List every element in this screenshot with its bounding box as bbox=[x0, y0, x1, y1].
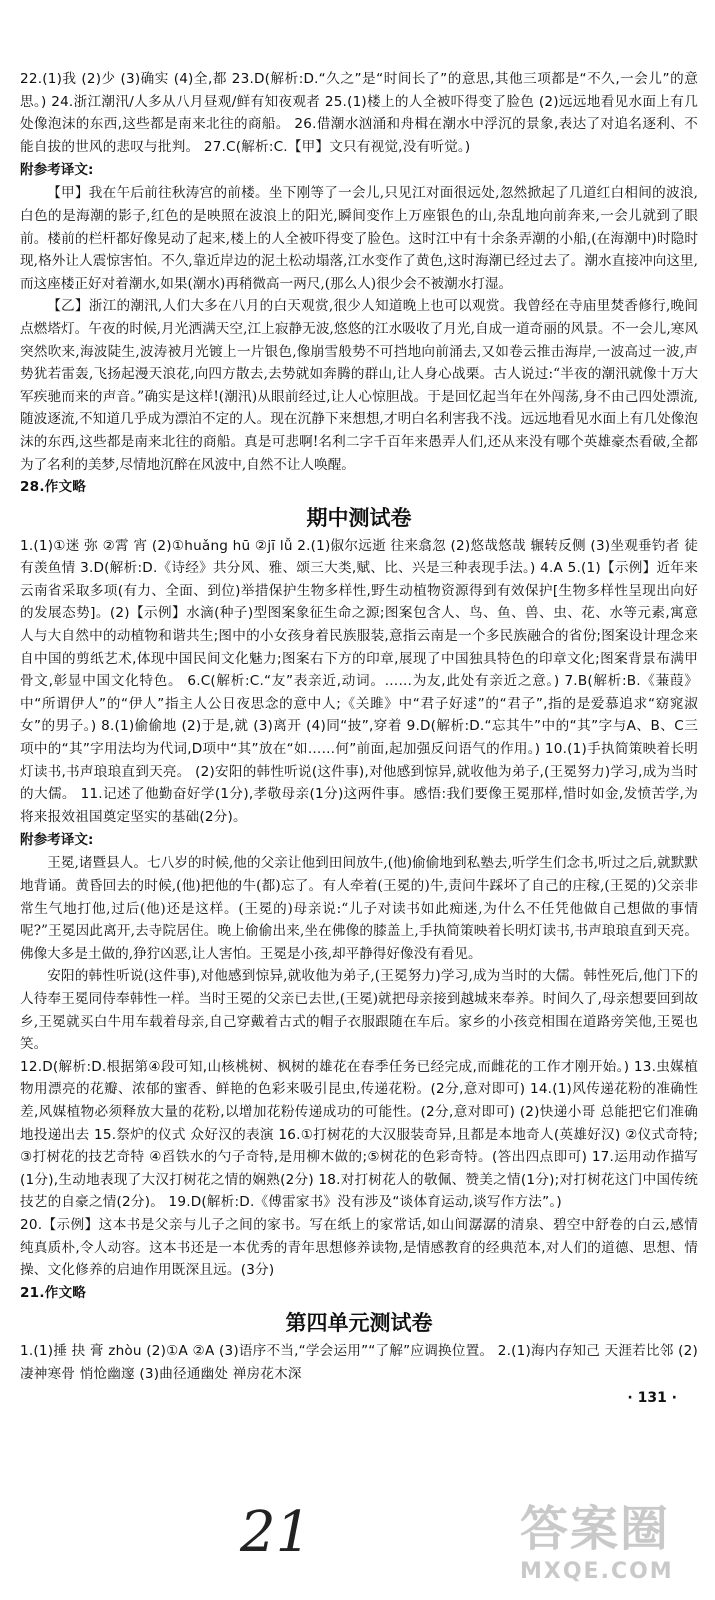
watermark-url: MXQE.COM bbox=[520, 1559, 674, 1584]
section1-q28: 28.作文略 bbox=[20, 479, 87, 496]
page-number: · 131 · bbox=[627, 1390, 677, 1406]
midterm-translation-1: 王冕,诸暨县人。七八岁的时候,他的父亲让他到田间放牛,(他)偷偷地到私塾去,听学生们念书,听过之后,就默默地背诵。黄昏回去的时候,(他)把他的牛(都)忘了。有人牵着(王冕的)牛,责问牛踩坏了自己的庄稼,(王冕的)父亲非常生气地打他,过后(他)还是这样。(王冕的)母亲说:“儿子对读书如此痴迷,为什么不任凭他做自己想做的事情呢?”王冕因此离开,去寺院居住。晚上偷偷出来,坐在佛像的膝盖上,手执简策映着长明灯读书,书声琅琅直到天亮。佛像大多是土做的,狰狞凶恶,让人害怕。王冕是小孩,却平静得好像没有看见。 bbox=[20, 855, 698, 962]
midterm-answers-2: 12.D(解析:D.根据第④段可知,山核桃树、枫树的雄花在春季任务已经完成,而雌花的工作才刚开始。) 13.虫媒植物用漂亮的花瓣、浓郁的蜜香、鲜艳的色彩来吸引昆虫,传递花粉。(2分,意对即可) 14.(1)风传递花粉的准确性差,风媒植物必须释放大量的花粉,以增加花粉传递成功的可能性。(2分,意对即可) (2)快递小哥 总能把它们准确地投递出去 15.祭炉的仪式 众好汉的表演 16.①打树花的大汉服装奇异,且都是本地奇人(英雄好汉) ②仪式奇特;③打树花的技艺奇特 ④舀铁水的勺子奇特,是用柳木做的;⑤树花的色彩奇特。(答出四点即可) 17.运用动作描写(1分),生动地表现了大汉打树花之情的娴熟(2分) 18.对打树花人的敬佩、赞美之情(1分);对打树花这门中国传统技艺的自豪之情(2分)。 19.D(解析:D.《傅雷家书》没有涉及“谈体育运动,谈写作方法”。) bbox=[20, 1058, 698, 1211]
midterm-title: 期中测试卷 bbox=[306, 505, 412, 530]
section1-translation-jia: 【甲】我在午后前往秋涛宫的前楼。坐下刚等了一会儿,只见江对面很远处,忽然掀起了几道红白相间的波浪,白色的是海潮的影子,红色的是映照在波浪上的阳光,瞬间变作上万座银色的山,杂乱地向前奔来,一会儿就到了眼前。楼前的栏杆都好像晃动了起来,楼上的人全被吓得变了脸色。这时江中有十余条弄潮的小船,(在海潮中)时隐时现,格外让人震惊害怕。不久,靠近岸边的泥土松动塌落,江水变作了黄色,这时海潮已经过去了。潮水直接冲向这里,而这座楼正好对着潮水,如果(潮水)再稍微高一两尺,(那么人)很少会不被潮水打湿。 bbox=[20, 185, 698, 292]
section1-ref-label: 附参考译文: bbox=[20, 162, 94, 179]
unit4-answers: 1.(1)捶 抉 膏 zhòu (2)①A ②A (3)语序不当,“学会运用”“了解”应调换位置。 2.(1)海内存知己 天涯若比邻 (2)凄神寒骨 悄怆幽邃 (3)曲径通幽处 禅房花木深 bbox=[20, 1343, 698, 1382]
handwritten-number: 21 bbox=[240, 1500, 312, 1565]
midterm-answers-1: 1.(1)①迷 弥 ②霄 宵 (2)①huǎng hū ②jī lǚ 2.(1)俶尔远逝 往来翕忽 (2)悠哉悠哉 辗转反侧 (3)坐观垂钓者 徒有羡鱼情 3.D(解析:D.《诗经》共分风、雅、颂三大类,赋、比、兴是三种表现手法。) 4.A 5.(1)【示例】近年来云南省采取多项(有力、全面、到位)举措保护生物多样性,野生动植物资源得到有效保护[生物多样性呈现出向好的发展态势]。(2)【示例】水滴(种子)型图案象征生命之源;图案包含人、鸟、鱼、兽、虫、花、水等元素,寓意人与大自然中的动植物和谐共生;图中的小女孩身着民族服装,意指云南是一个多民族融合的省份;图案设计理念来自中国的剪纸艺术,体现中国民间文化魅力;图案右下方的印章,展现了中国独具特色的印章文化;图案背景布满甲骨文,彰显中国文化特色。 6.C(解析:C.“友”表亲近,动词。……为友,此处有亲近之意。) 7.B(解析:B.《蒹葭》中“所谓伊人”的“伊人”指主人公日夜思念的意中人;《关雎》中“君子好逑”的“君子”,指的是爱慕追求“窈窕淑女”的男子。) 8.(1)偷偷地 (2)于是,就 (3)离开 (4)同“披”,穿着 9.D(解析:D.“忘其牛”中的“其”字与A、B、C三项中的“其”字用法均为代词,D项中“其”放在“如……何”前面,起加强反问语气的作用。) 10.(1)手执简策映着长明灯读书,书声琅琅直到天亮。 (2)安阳的韩性听说(这件事),对他感到惊异,就收他为弟子,(王冕努力)学习,成为当时的大儒。 11.记述了他勤奋好学(1分),孝敬母亲(1分)这两件事。感悟:我们要像王冕那样,惜时如金,发愤苦学,为将来报效祖国奠定坚实的基础(2分)。 bbox=[20, 537, 698, 825]
section1-answers: 22.(1)我 (2)少 (3)确实 (4)全,都 23.D(解析:D.“久之”是“时间长了”的意思,其他三项都是“不久,一会儿”的意思。) 24.浙江潮汛/人多从八月昼观/鲜有知夜观者 25.(1)楼上的人全被吓得变了脸色 (2)远远地看见水面上有几处像泡沫的东西,这些都是南来北往的商船。 26.借潮水汹涌和舟楫在潮水中浮沉的景象,表达了对追名逐利、不能自拔的世风的悲叹与批判。 27.C(解析:C.【甲】文只有视觉,没有听觉。) bbox=[20, 71, 698, 155]
midterm-translation-2: 安阳的韩性听说(这件事),对他感到惊异,就收他为弟子,(王冕努力)学习,成为当时的大儒。韩性死后,他门下的人待奉王冕同侍奉韩性一样。当时王冕的父亲已去世,(王冕)就把母亲接到越城来奉养。时间久了,母亲想要回到故乡,王冕就买白牛用车载着母亲,自己穿戴着古式的帽子衣服跟随在车后。家乡的小孩竞相围在道路旁笑他,王冕也笑。 bbox=[20, 968, 698, 1053]
watermark-logo bbox=[520, 1490, 674, 1584]
unit4-title: 第四单元测试卷 bbox=[285, 1311, 433, 1336]
midterm-q21: 21.作文略 bbox=[20, 1284, 87, 1301]
midterm-answers-3: 20.【示例】这本书是父亲与儿子之间的家书。写在纸上的家常话,如山间潺潺的清泉、碧空中舒卷的白云,感情纯真质朴,令人动容。这本书还是一本优秀的青年思想修养读物,是情感教育的经典范本,对人们的道德、思想、情操、文化修养的启迪作用既深且远。(3分) bbox=[20, 1216, 698, 1279]
watermark-text: 答案圈 bbox=[520, 1501, 671, 1557]
section1-translation-yi: 【乙】浙江的潮汛,人们大多在八月的白天观赏,很少人知道晚上也可以观赏。我曾经在寺庙里焚香修行,晚间点燃塔灯。午夜的时候,月光洒满天空,江上寂静无波,悠悠的江水吸收了月光,自成一道奇丽的风景。不一会儿,寒风突然吹来,海波陡生,波涛被月光镀上一片银色,像崩雪般势不可挡地向前涌去,又如卷云推击海岸,一波高过一波,声势犹若雷轰,飞扬起漫天浪花,向四方散去,去势就如奔腾的群山,让人身心战栗。古人说过:“半夜的潮汛就像十万大军疾驰而来的声音。”确实是这样!(潮汛)从眼前经过,让人心惊胆战。于是回忆起当年在外闯荡,身不由己四处漂流,随波逐流,不知道几乎成为漂泊不定的人。现在沉静下来想想,才明白名利害我不浅。远远地看见水面上有几处像泡沫的东西,这些都是南来北往的商船。真是可悲啊!名利二字千百年来愚弄人们,还从来没有哪个英雄豪杰看破,全都为了名利的美梦,尽情地沉醉在风波中,自然不让人唤醒。 bbox=[20, 298, 698, 473]
midterm-ref-label: 附参考译文: bbox=[20, 832, 94, 849]
answer-page bbox=[20, 68, 698, 1385]
